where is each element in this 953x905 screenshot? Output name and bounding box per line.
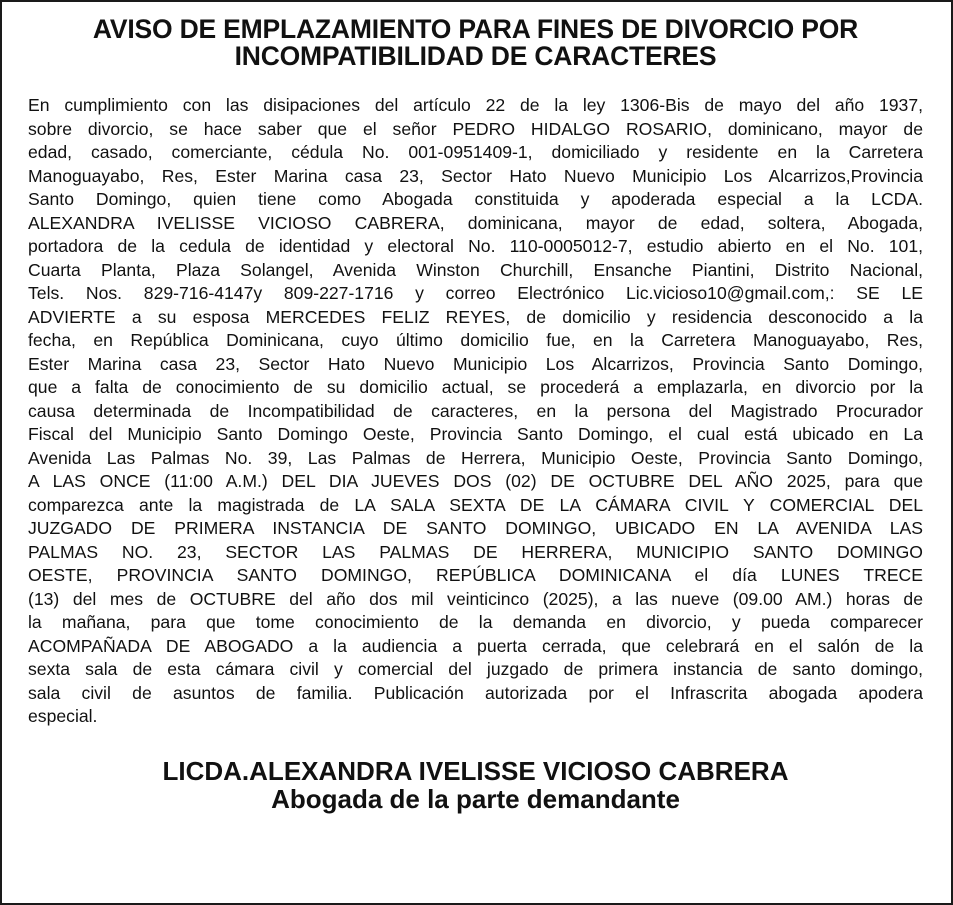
- signature-block: [28, 757, 923, 813]
- body-line: Ester Marina casa 23, Sector Hato Nuevo Municipio Los Alcarrizos, Provincia Santo Domingo,: [28, 353, 923, 374]
- signatory-name: LICDA.ALEXANDRA IVELISSE VICIOSO CABRERA: [162, 755, 789, 786]
- body-line: sexta sala de esta cámara civil y comercial del juzgado de primera instancia de santo domingo,: [28, 659, 923, 679]
- body-line: Fiscal del Municipio Santo Domingo Oeste, Provincia Santo Domingo, el cual está ubicado en La: [28, 424, 923, 444]
- body-line: ADVIERTE a su esposa MERCEDES FELIZ REYES, de domicilio y residencia desconocido a la: [28, 306, 923, 327]
- body-line: especial.: [28, 706, 98, 726]
- body-line: Santo Domingo, quien tiene como Abogada constituida y apoderada especial a la LCDA.: [28, 189, 923, 209]
- body-line: que a falta de conocimiento de su domicilio actual, se procederá a emplazarla, en divorcio por la: [28, 377, 923, 397]
- body-line: JUZGADO DE PRIMERA INSTANCIA DE SANTO DOMINGO, UBICADO EN LA AVENIDA LAS: [28, 518, 923, 538]
- notice-title-line: INCOMPATIBILIDAD DE CARACTERES: [234, 41, 717, 71]
- body-line: comparezca ante la magistrada de LA SALA SEXTA DE LA CÁMARA CIVIL Y COMERCIAL DEL: [28, 494, 923, 515]
- body-line: A LAS ONCE (11:00 A.M.) DEL DIA JUEVES DOS (02) DE OCTUBRE DEL AÑO 2025, para que: [28, 471, 923, 491]
- body-line: ACOMPAÑADA DE ABOGADO a la audiencia a puerta cerrada, que celebrará en el salón de la: [28, 635, 923, 656]
- body-line: sala civil de asuntos de familia. Publicación autorizada por el Infrascrita abogada apodera: [28, 682, 923, 703]
- body-line: causa determinada de Incompatibilidad de caracteres, en la persona del Magistrado Procurador: [28, 400, 923, 421]
- body-line: En cumplimiento con las disipaciones del artículo 22 de la ley 1306-Bis de mayo del año 1937,: [28, 95, 923, 115]
- body-line: la mañana, para que tome conocimiento de la demanda en divorcio, y pueda comparecer: [28, 612, 923, 632]
- body-line: PALMAS NO. 23, SECTOR LAS PALMAS DE HERRERA, MUNICIPIO SANTO DOMINGO: [28, 541, 923, 562]
- body-line: sobre divorcio, se hace saber que el señor PEDRO HIDALGO ROSARIO, dominicano, mayor de: [28, 118, 923, 139]
- body-line: Cuarta Planta, Plaza Solangel, Avenida Winston Churchill, Ensanche Piantini, Distrito Nacional,: [28, 259, 923, 280]
- body-line: portadora de la cedula de identidad y electoral No. 110-0005012-7, estudio abierto en el No. 101,: [28, 236, 923, 256]
- notice-title: [28, 16, 923, 70]
- body-line: fecha, en República Dominicana, cuyo último domicilio fue, en la Carretera Manoguayabo, Res,: [28, 330, 923, 350]
- notice-title-line: AVISO DE EMPLAZAMIENTO PARA FINES DE DIVORCIO POR: [92, 14, 859, 44]
- body-line: edad, casado, comerciante, cédula No. 001-0951409-1, domiciliado y residente en la Carretera: [28, 142, 923, 162]
- body-line: Avenida Las Palmas No. 39, Las Palmas de Herrera, Municipio Oeste, Provincia Santo Domingo,: [28, 447, 923, 468]
- body-line: Manoguayabo, Res, Ester Marina casa 23, Sector Hato Nuevo Municipio Los Alcarrizos,Provincia: [28, 165, 923, 186]
- notice-body: [28, 94, 923, 729]
- body-line: Tels. Nos. 829-716-4147y 809-227-1716 y correo Electrónico Lic.vicioso10@gmail.com,: SE LE: [28, 283, 923, 303]
- body-line: OESTE, PROVINCIA SANTO DOMINGO, REPÚBLICA DOMINICANA el día LUNES TRECE: [28, 565, 923, 585]
- body-line: ALEXANDRA IVELISSE VICIOSO CABRERA, dominicana, mayor de edad, soltera, Abogada,: [28, 212, 923, 233]
- signatory-role: Abogada de la parte demandante: [271, 783, 680, 814]
- body-line: (13) del mes de OCTUBRE del año dos mil veinticinco (2025), a las nueve (09.00 AM.) horas de: [28, 588, 923, 609]
